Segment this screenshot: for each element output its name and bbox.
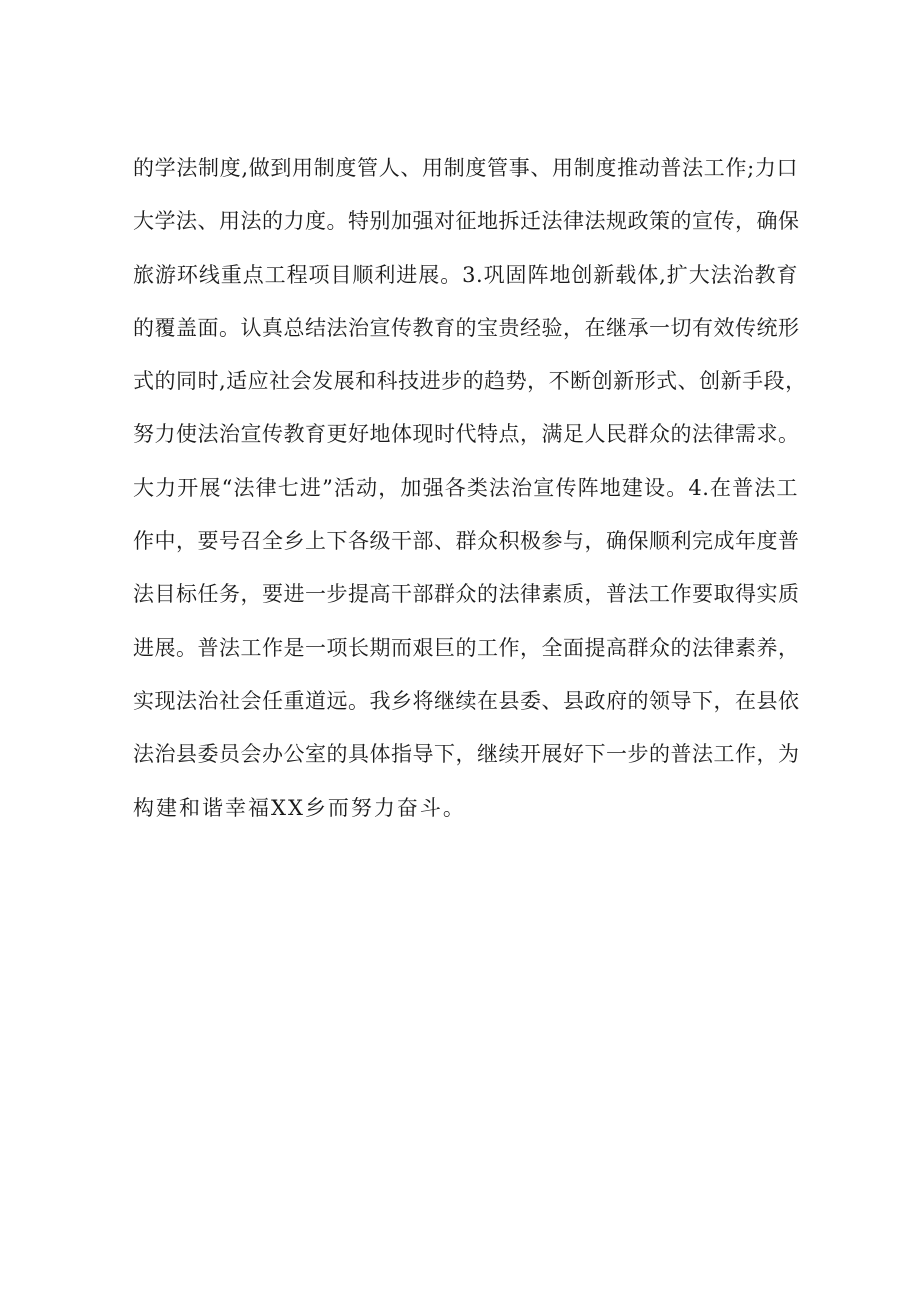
paragraph-line-4: 的覆盖面。认真总结法治宣传教育的宝贵经验，在继承一切有效传统形 <box>133 315 800 340</box>
paragraph-line-13: 构建和谐幸福XX乡而努力奋斗。 <box>133 795 466 820</box>
paragraph-line-1: 的学法制度,做到用制度管人、用制度管事、用制度推动普法工作;力口 <box>133 156 798 180</box>
paragraph-line-10: 进展。普法工作是一项长期而艰巨的工作，全面提高群众的法律素养， <box>133 635 800 660</box>
paragraph-line-6: 努力使法治宣传教育更好地体现时代特点，满足人民群众的法律需求。 <box>133 422 800 447</box>
paragraph-line-3: 旅游环线重点工程项目顺利进展。3.巩固阵地创新载体,扩大法治教育 <box>133 262 798 287</box>
paragraph-line-2: 大学法、用法的力度。特别加强对征地拆迁法律法规政策的宣传，确保 <box>133 209 800 234</box>
paragraph-line-8: 作中，要号召全乡上下各级干部、群众积极参与，确保顺利完成年度普 <box>133 529 800 554</box>
body-paragraph <box>133 152 807 845</box>
paragraph-line-9: 法目标任务，要进一步提高干部群众的法律素质，普法工作要取得实质 <box>133 582 800 607</box>
paragraph-line-12: 法治县委员会办公室的具体指导下，继续开展好下一步的普法工作，为 <box>133 742 800 767</box>
paragraph-line-5: 式的同时,适应社会发展和科技进步的趋势，不断创新形式、创新手段， <box>133 369 807 394</box>
paragraph-line-11: 实现法治社会任重道远。我乡将继续在县委、县政府的领导下，在县依 <box>133 688 800 713</box>
paragraph-line-7: 大力开展“法律七进”活动，加强各类法治宣传阵地建设。4.在普法工 <box>133 475 798 500</box>
